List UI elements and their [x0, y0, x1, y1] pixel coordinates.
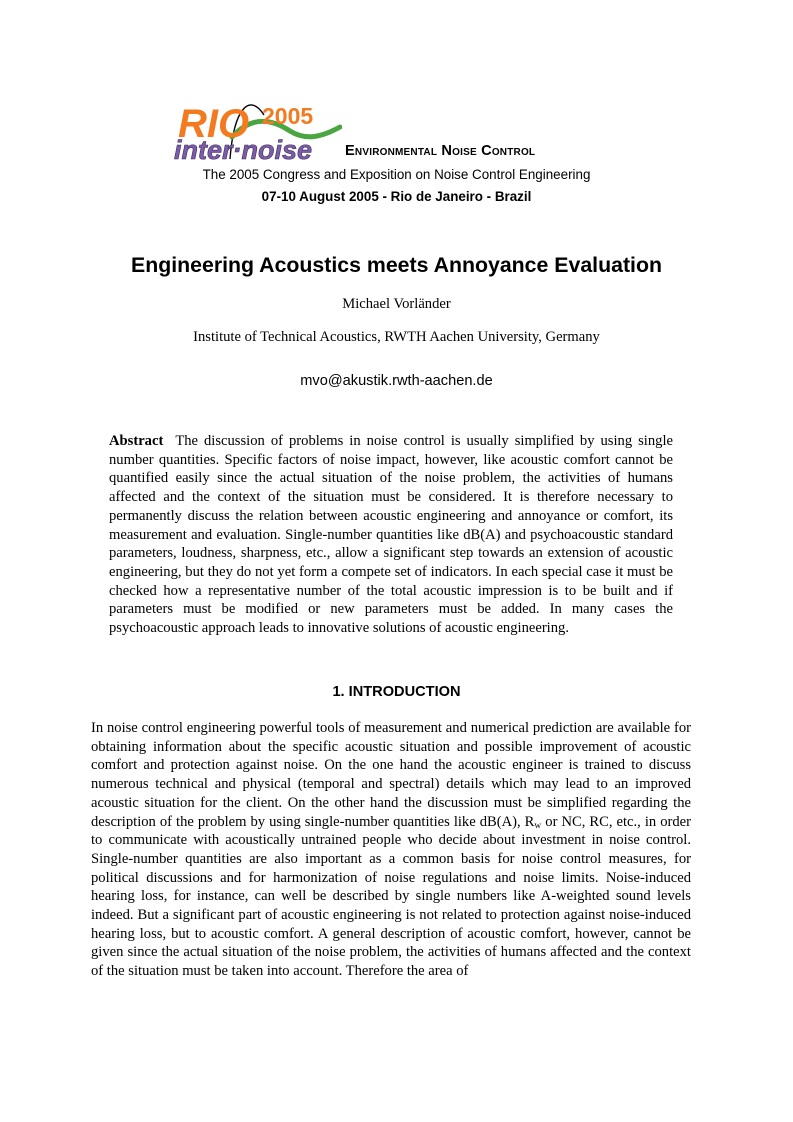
section-heading-introduction: 1. INTRODUCTION [332, 684, 461, 700]
author-affiliation: Institute of Technical Acoustics, RWTH Aachen University, Germany [193, 329, 600, 345]
introduction-text-part1: In noise control engineering powerful tools of measurement and numerical prediction are available for obtaining information about the specific acoustic situation and possible improvement of acoustic comfort and protection against noise. On the one hand the acoustic engineer is trained to discuss numerous technical and physical (temporal and spectral) details which may lead to an improved acoustic situation for the client. On the other hand the discussion must be simplified regarding the description of the problem by using single-number quantities like dB(A), R [91, 720, 691, 830]
introduction-subscript: w [534, 820, 542, 831]
abstract-text: The discussion of problems in noise control is usually simplified by using single number quantities. Specific factors of noise impact, however, like acoustic comfort cannot be quantified easily since the actual situation of the noise problem, the activities of humans affected and the context of the situation must be considered. It is therefore necessary to permanently discuss the relation between acoustic engineering and annoyance or comfort, its measurement and evaluation. Single-number quantities like dB(A) and psychoacoustic standard parameters, loudness, sharpness, etc., allow a significant step towards an extension of acoustic engineering, but they do not yet form a compete set of indicators. In each special case it must be checked how a representative number of the total acoustic impression is to be built and if parameters must be modified or new parameters must be added. In many cases the psychoacoustic approach leads to innovative solutions of acoustic engineering. [109, 433, 673, 637]
conference-date: 07-10 August 2005 - Rio de Janeiro - Brazil [261, 189, 532, 204]
paper-title: Engineering Acoustics meets Annoyance Evaluation [131, 253, 662, 277]
abstract [109, 432, 673, 638]
logo-year-text: 2005 [262, 103, 314, 129]
logo-brand-text: inter·noise [174, 135, 313, 165]
abstract-label: Abstract [109, 433, 164, 449]
logo-rio-text: RIO [178, 102, 250, 146]
conference-subtitle-text: The 2005 Congress and Exposition on Noise Control Engineering [202, 167, 591, 182]
conference-title: Environmental Noise Control [345, 143, 536, 159]
introduction-paragraph [91, 719, 691, 981]
conference-subtitle [0, 167, 793, 182]
author-name: Michael Vorländer [342, 296, 451, 312]
author-email[interactable]: mvo@akustik.rwth-aachen.de [300, 373, 493, 389]
inter-noise-2005-logo [172, 97, 342, 165]
introduction-text-part2: or NC, RC, etc., in order to communicate with acoustically untrained people who decide about investment in noise control. Single-number quantities are also important as a common basis for noise control measures, for political discussions and for harmonization of noise regulations and noise limits. Noise-induced hearing loss, for instance, can well be described by single numbers like A-weighted sound levels indeed. But a significant part of acoustic engineering is not related to protection against noise-induced hearing loss, but to acoustic comfort. A general description of acoustic comfort, however, cannot be given since the actual situation of the noise problem, the activities of humans affected and the context of the situation must be taken into account. Therefore the area of [91, 813, 691, 980]
